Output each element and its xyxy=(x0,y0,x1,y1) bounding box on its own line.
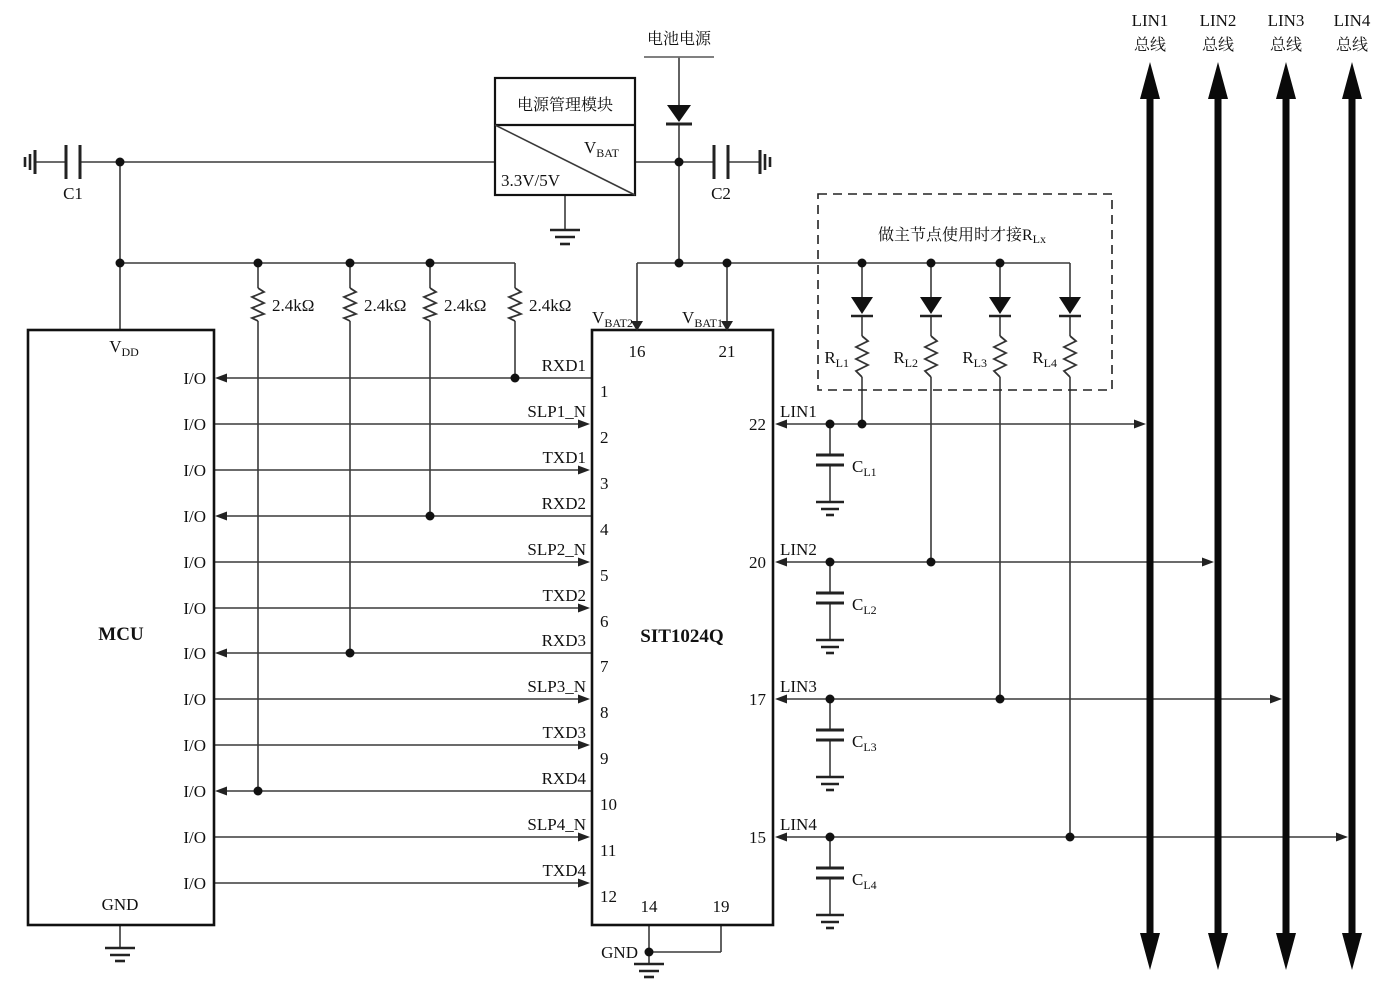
chip-left-pin-labels xyxy=(527,356,617,906)
svg-text:10: 10 xyxy=(600,795,617,814)
svg-text:5: 5 xyxy=(600,566,609,585)
svg-text:TXD2: TXD2 xyxy=(542,586,586,605)
svg-text:22: 22 xyxy=(749,415,766,434)
svg-text:I/O: I/O xyxy=(183,369,206,388)
mcu-name: MCU xyxy=(98,624,144,645)
svg-text:15: 15 xyxy=(749,828,766,847)
svg-text:8: 8 xyxy=(600,703,609,722)
svg-text:2.4kΩ: 2.4kΩ xyxy=(364,296,407,315)
svg-text:RL2: $R_{L2}$ xyxy=(893,348,918,370)
svg-text:RL1: $R_{L1}$ xyxy=(824,348,849,370)
svg-text:I/O: I/O xyxy=(183,874,206,893)
svg-text:I/O: I/O xyxy=(183,690,206,709)
svg-text:I/O: I/O xyxy=(183,599,206,618)
chip-right-pin-labels xyxy=(749,402,817,847)
svg-text:I/O: I/O xyxy=(183,507,206,526)
svg-text:9: 9 xyxy=(600,749,609,768)
svg-text:TXD4: TXD4 xyxy=(542,861,586,880)
mcu-vdd-label: $V_{DD}$ xyxy=(109,337,139,359)
svg-text:3: 3 xyxy=(600,474,609,493)
capacitor-c1-icon xyxy=(66,145,80,179)
svg-text:6: 6 xyxy=(600,612,609,631)
svg-text:LIN1: LIN1 xyxy=(780,402,817,421)
chip-top-pin-labels xyxy=(592,308,735,361)
svg-text:VBAT1: $V_{BAT1}$ xyxy=(682,308,723,330)
svg-text:TXD1: TXD1 xyxy=(542,448,586,467)
svg-text:3.3V/5V: 3.3V/5V xyxy=(501,171,561,190)
svg-text:LIN2: LIN2 xyxy=(1199,11,1237,30)
battery-label: 电池电源 xyxy=(646,31,712,48)
svg-text:7: 7 xyxy=(600,657,609,676)
svg-text:总线: 总线 xyxy=(1335,37,1369,54)
svg-text:SLP4_N: SLP4_N xyxy=(527,815,586,834)
svg-text:RL4: $R_{L4}$ xyxy=(1032,348,1057,370)
svg-text:16: 16 xyxy=(628,342,646,361)
svg-text:21: 21 xyxy=(718,342,736,361)
capacitor-c2-icon xyxy=(714,145,728,179)
svg-text:总线: 总线 xyxy=(1133,37,1167,54)
svg-text:2.4kΩ: 2.4kΩ xyxy=(444,296,487,315)
svg-text:SLP1_N: SLP1_N xyxy=(527,402,586,421)
master-diode-icon xyxy=(851,297,1081,316)
svg-text:LIN3: LIN3 xyxy=(1267,11,1305,30)
chip-name: SIT1024Q xyxy=(640,626,724,647)
svg-text:RXD1: RXD1 xyxy=(541,356,586,375)
svg-text:14: 14 xyxy=(640,897,658,916)
svg-text:RXD4: RXD4 xyxy=(541,769,586,788)
svg-text:RXD2: RXD2 xyxy=(541,494,586,513)
svg-text:I/O: I/O xyxy=(183,644,206,663)
svg-text:I/O: I/O xyxy=(183,782,206,801)
ground-icon xyxy=(25,150,35,174)
diode-icon xyxy=(666,105,692,124)
wires xyxy=(35,57,1342,964)
ground-icon xyxy=(105,948,135,961)
svg-text:TXD3: TXD3 xyxy=(542,723,586,742)
svg-text:SLP3_N: SLP3_N xyxy=(527,677,586,696)
pullup-value-labels xyxy=(272,296,571,315)
svg-text:12: 12 xyxy=(600,887,617,906)
svg-text:LIN3: LIN3 xyxy=(780,677,817,696)
master-node-note: 做主节点使用时才接RLx xyxy=(877,227,1047,246)
svg-text:CL4: $C_{L4}$ xyxy=(852,870,877,892)
svg-text:I/O: I/O xyxy=(183,828,206,847)
svg-text:2.4kΩ: 2.4kΩ xyxy=(529,296,572,315)
svg-text:1: 1 xyxy=(600,382,609,401)
svg-text:4: 4 xyxy=(600,520,609,539)
svg-text:LIN2: LIN2 xyxy=(780,540,817,559)
svg-text:2: 2 xyxy=(600,428,609,447)
svg-text:SLP2_N: SLP2_N xyxy=(527,540,586,559)
svg-text:LIN4: LIN4 xyxy=(1333,11,1371,30)
svg-text:CL3: $C_{L3}$ xyxy=(852,732,877,754)
svg-text:电源管理模块: 电源管理模块 xyxy=(516,97,614,114)
c2-label: C2 xyxy=(711,184,731,203)
svg-text:19: 19 xyxy=(712,897,730,916)
svg-text:LIN4: LIN4 xyxy=(780,815,817,834)
c1-label: C1 xyxy=(63,184,83,203)
lin-bus-lines xyxy=(1140,62,1362,970)
svg-text:VBAT: $V_{BAT}$ xyxy=(584,138,619,160)
svg-text:CL2: $C_{L2}$ xyxy=(852,595,877,617)
svg-text:I/O: I/O xyxy=(183,461,206,480)
mcu-io-labels xyxy=(183,369,206,893)
power-module-labels xyxy=(501,95,620,190)
svg-text:RXD3: RXD3 xyxy=(541,631,586,650)
svg-text:20: 20 xyxy=(749,553,766,572)
svg-text:总线: 总线 xyxy=(1269,37,1303,54)
svg-text:2.4kΩ: 2.4kΩ xyxy=(272,296,315,315)
rl-labels xyxy=(824,348,1057,370)
mcu-gnd-label: GND xyxy=(101,895,139,914)
svg-text:I/O: I/O xyxy=(183,736,206,755)
ground-icon xyxy=(634,964,664,977)
ground-icon xyxy=(550,230,580,244)
svg-text:I/O: I/O xyxy=(183,553,206,572)
svg-text:CL1: $C_{L1}$ xyxy=(852,457,877,479)
svg-text:GND: GND xyxy=(601,943,638,962)
svg-text:LIN1: LIN1 xyxy=(1131,11,1169,30)
cl-labels xyxy=(852,457,877,892)
svg-text:总线: 总线 xyxy=(1201,37,1235,54)
svg-text:RL3: $R_{L3}$ xyxy=(962,348,987,370)
ground-icon xyxy=(760,150,770,174)
svg-text:VBAT2: $V_{BAT2}$ xyxy=(592,308,633,330)
svg-text:I/O: I/O xyxy=(183,415,206,434)
svg-text:17: 17 xyxy=(749,690,766,709)
svg-text:11: 11 xyxy=(600,841,617,860)
bus-labels xyxy=(1132,11,1371,54)
